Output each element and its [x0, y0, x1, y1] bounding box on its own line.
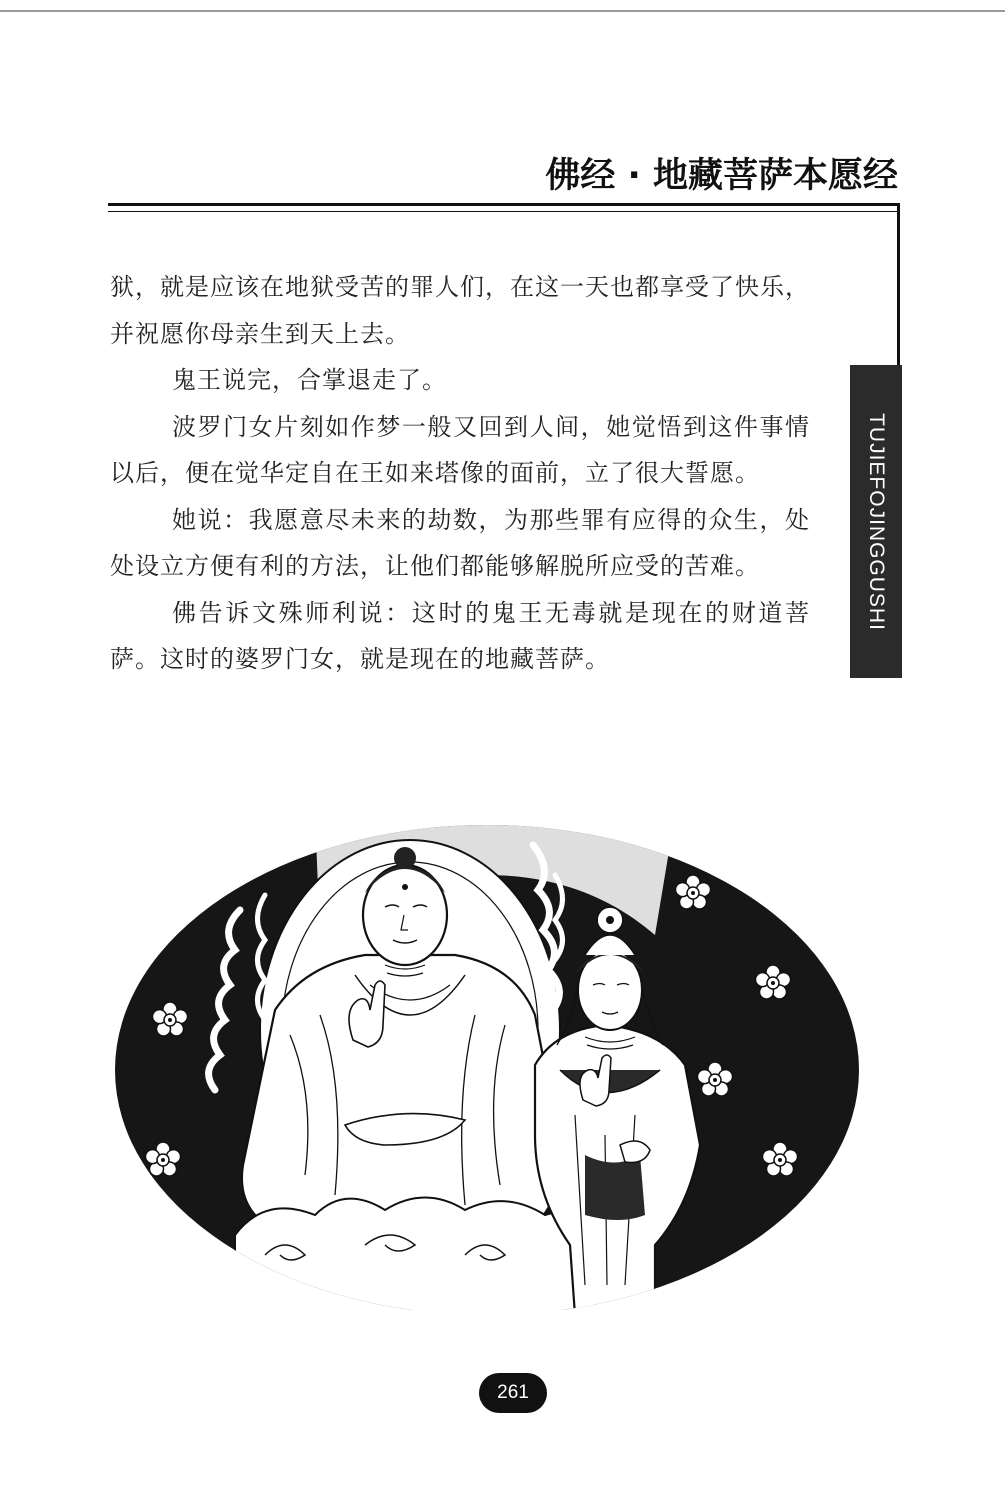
- body-text: [110, 264, 810, 683]
- paragraph-2: 鬼王说完，合掌退走了。: [172, 366, 447, 394]
- header-rule-thick: [108, 203, 900, 206]
- paragraph-4: 她说：我愿意尽未来的劫数，为那些罪有应得的众生，处处设立方便有利的方法，让他们都能够解脱所应受的苦难。: [110, 505, 810, 580]
- running-header-title: 佛经 · 地藏菩萨本愿经: [545, 156, 898, 196]
- side-tab-label: TUJIEFOJINGGUSHI: [865, 412, 888, 631]
- paragraph-3: 波罗门女片刻如作梦一般又回到人间，她觉悟到这件事情以后，便在觉华定自在王如来塔像的面前，立了很大誓愿。: [110, 412, 810, 487]
- side-tab: [850, 365, 902, 678]
- paragraph-1: 狱，就是应该在地狱受苦的罪人们，在这一天也都享受了快乐，并祝愿你母亲生到天上去。: [110, 273, 810, 348]
- buddha-illustration: [115, 815, 860, 1310]
- page-number: 261: [479, 1373, 547, 1413]
- header-rule-vertical: [897, 203, 900, 365]
- header-rule-thin: [108, 211, 900, 212]
- buddha-robe: [242, 955, 561, 1235]
- paragraph-5: 佛告诉文殊师利说：这时的鬼王无毒就是现在的财道菩萨。这时的婆罗门女，就是现在的地藏菩萨。: [110, 598, 810, 673]
- top-border-line: [0, 10, 1005, 12]
- cloud-base: [235, 1198, 595, 1311]
